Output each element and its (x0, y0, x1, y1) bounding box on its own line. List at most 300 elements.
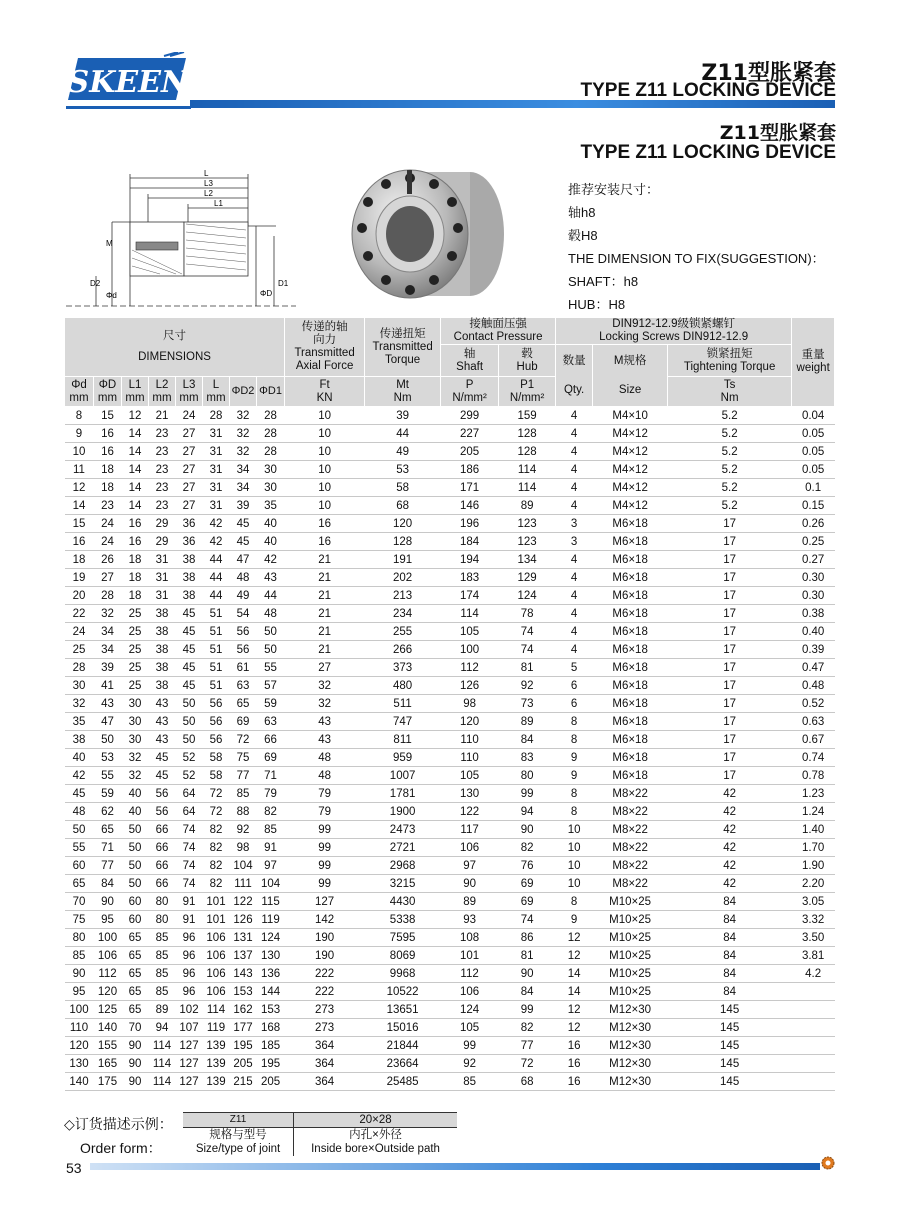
cell-D1: 50 (257, 623, 285, 641)
cell-L1: 14 (122, 425, 149, 443)
cell-p: 110 (441, 731, 499, 749)
cell-D2: 39 (230, 497, 257, 515)
cell-ft: 43 (285, 731, 365, 749)
cell-D: 18 (94, 461, 122, 479)
cell-D2: 61 (230, 659, 257, 677)
cell-D: 16 (94, 425, 122, 443)
page-number: 53 (66, 1160, 82, 1176)
cell-d: 95 (65, 983, 94, 1001)
cell-p: 85 (441, 1073, 499, 1091)
table-row (65, 605, 835, 623)
cell-L2: 23 (149, 443, 176, 461)
cell-p1: 78 (499, 605, 556, 623)
cell-p: 171 (441, 479, 499, 497)
cell-p1: 81 (499, 947, 556, 965)
cell-D1: 82 (257, 803, 285, 821)
cell-msize: M4×12 (593, 479, 668, 497)
cell-L2: 38 (149, 641, 176, 659)
cell-ts: 17 (668, 767, 792, 785)
cell-ts: 5.2 (668, 443, 792, 461)
header-mt: Mt Nm (365, 377, 441, 407)
cell-L2: 23 (149, 461, 176, 479)
cell-d: 30 (65, 677, 94, 695)
cell-D2: 153 (230, 983, 257, 1001)
cell-ts: 17 (668, 515, 792, 533)
cell-ft: 99 (285, 821, 365, 839)
cell-p: 124 (441, 1001, 499, 1019)
cell-L1: 30 (122, 713, 149, 731)
cell-D: 155 (94, 1037, 122, 1055)
cell-d: 19 (65, 569, 94, 587)
cell-mt: 2968 (365, 857, 441, 875)
cell-msize: M10×25 (593, 929, 668, 947)
cell-D1: 185 (257, 1037, 285, 1055)
cell-D1: 48 (257, 605, 285, 623)
cell-qty: 4 (556, 569, 593, 587)
cell-mt: 811 (365, 731, 441, 749)
cell-L3: 27 (176, 425, 203, 443)
cell-p1: 74 (499, 911, 556, 929)
brand-text: SKEEN (67, 65, 189, 100)
cell-D1: 205 (257, 1073, 285, 1091)
cell-ft: 10 (285, 479, 365, 497)
table-row (65, 425, 835, 443)
cell-weight: 3.81 (792, 947, 835, 965)
cell-L3: 52 (176, 749, 203, 767)
cell-mt: 44 (365, 425, 441, 443)
cell-L: 119 (203, 1019, 230, 1037)
cell-weight: 0.27 (792, 551, 835, 569)
cell-ts: 17 (668, 587, 792, 605)
dim-L2: L2 (204, 189, 213, 198)
cell-p1: 81 (499, 659, 556, 677)
cell-weight: 0.30 (792, 569, 835, 587)
cell-L3: 50 (176, 695, 203, 713)
cell-msize: M6×18 (593, 677, 668, 695)
cell-mt: 120 (365, 515, 441, 533)
cell-p1: 128 (499, 425, 556, 443)
spec-table-body (65, 407, 835, 1091)
cell-p: 89 (441, 893, 499, 911)
cell-L2: 43 (149, 695, 176, 713)
order-label-en: Order form： (80, 1140, 162, 1156)
cell-D2: 45 (230, 533, 257, 551)
dim-D1: D1 (278, 279, 289, 288)
cell-d: 60 (65, 857, 94, 875)
cell-ts: 17 (668, 551, 792, 569)
cell-ft: 43 (285, 713, 365, 731)
cell-p1: 68 (499, 1073, 556, 1091)
table-row (65, 749, 835, 767)
cell-L3: 27 (176, 479, 203, 497)
cell-L: 58 (203, 767, 230, 785)
cell-D2: 32 (230, 443, 257, 461)
header-col-L3: L3 mm (176, 377, 203, 407)
cell-D: 106 (94, 947, 122, 965)
cell-ft: 10 (285, 425, 365, 443)
cell-ft: 21 (285, 623, 365, 641)
cell-weight: 0.05 (792, 425, 835, 443)
cell-d: 140 (65, 1073, 94, 1091)
header-hub: 毂 Hub (499, 345, 556, 377)
cell-qty: 10 (556, 875, 593, 893)
cell-ts: 42 (668, 803, 792, 821)
cell-msize: M10×25 (593, 983, 668, 1001)
cell-L3: 36 (176, 515, 203, 533)
cell-weight: 0.52 (792, 695, 835, 713)
cell-d: 120 (65, 1037, 94, 1055)
cell-p: 186 (441, 461, 499, 479)
table-row (65, 785, 835, 803)
cell-qty: 8 (556, 803, 593, 821)
cell-weight: 0.67 (792, 731, 835, 749)
cell-weight (792, 1073, 835, 1091)
cell-mt: 1781 (365, 785, 441, 803)
cell-D2: 34 (230, 461, 257, 479)
cell-D: 90 (94, 893, 122, 911)
header-p: P N/mm² (441, 377, 499, 407)
cell-D: 100 (94, 929, 122, 947)
cell-p1: 84 (499, 731, 556, 749)
cell-L3: 45 (176, 659, 203, 677)
cell-ts: 5.2 (668, 479, 792, 497)
cell-msize: M6×18 (593, 551, 668, 569)
cell-L2: 38 (149, 605, 176, 623)
cell-ft: 127 (285, 893, 365, 911)
cell-D: 24 (94, 533, 122, 551)
cell-D1: 59 (257, 695, 285, 713)
cell-p: 93 (441, 911, 499, 929)
cell-weight: 4.2 (792, 965, 835, 983)
cell-ts: 5.2 (668, 425, 792, 443)
cell-weight: 0.47 (792, 659, 835, 677)
cell-msize: M8×22 (593, 839, 668, 857)
cell-mt: 4430 (365, 893, 441, 911)
cell-p1: 124 (499, 587, 556, 605)
cell-L1: 16 (122, 515, 149, 533)
cell-D1: 85 (257, 821, 285, 839)
cell-L: 51 (203, 641, 230, 659)
table-row (65, 497, 835, 515)
cell-D: 47 (94, 713, 122, 731)
cell-mt: 53 (365, 461, 441, 479)
header-contact-pressure: 接触面压强 Contact Pressure (441, 318, 556, 345)
cell-ft: 222 (285, 965, 365, 983)
cell-D: 95 (94, 911, 122, 929)
cell-weight: 0.25 (792, 533, 835, 551)
cell-msize: M12×30 (593, 1037, 668, 1055)
cell-ts: 84 (668, 983, 792, 1001)
cell-p1: 69 (499, 893, 556, 911)
cell-D1: 144 (257, 983, 285, 1001)
cell-L: 56 (203, 731, 230, 749)
cell-L: 28 (203, 407, 230, 425)
cell-ts: 145 (668, 1019, 792, 1037)
cell-ts: 84 (668, 893, 792, 911)
cell-L1: 50 (122, 857, 149, 875)
table-row (65, 857, 835, 875)
cell-mt: 234 (365, 605, 441, 623)
cell-L2: 85 (149, 929, 176, 947)
cell-mt: 128 (365, 533, 441, 551)
cell-qty: 9 (556, 767, 593, 785)
footer-bar (90, 1163, 820, 1170)
cell-ts: 42 (668, 839, 792, 857)
cell-p1: 80 (499, 767, 556, 785)
cell-msize: M6×18 (593, 659, 668, 677)
cell-D2: 75 (230, 749, 257, 767)
cell-weight: 1.90 (792, 857, 835, 875)
cell-qty: 4 (556, 605, 593, 623)
cell-p: 105 (441, 623, 499, 641)
cell-p1: 128 (499, 443, 556, 461)
cell-p1: 94 (499, 803, 556, 821)
order-example (183, 1112, 457, 1156)
table-row (65, 893, 835, 911)
cell-weight: 0.15 (792, 497, 835, 515)
table-row (65, 1055, 835, 1073)
cell-D1: 104 (257, 875, 285, 893)
cell-p: 146 (441, 497, 499, 515)
cell-d: 50 (65, 821, 94, 839)
cell-p1: 77 (499, 1037, 556, 1055)
cell-d: 18 (65, 551, 94, 569)
cell-mt: 58 (365, 479, 441, 497)
cell-D1: 35 (257, 497, 285, 515)
cell-p: 99 (441, 1037, 499, 1055)
cell-L1: 18 (122, 569, 149, 587)
cell-L3: 36 (176, 533, 203, 551)
cell-D: 140 (94, 1019, 122, 1037)
spec-table (64, 317, 835, 1091)
cell-D: 41 (94, 677, 122, 695)
table-row (65, 821, 835, 839)
cell-msize: M10×25 (593, 911, 668, 929)
table-row (65, 965, 835, 983)
cell-d: 38 (65, 731, 94, 749)
cell-qty: 4 (556, 425, 593, 443)
cell-ft: 21 (285, 641, 365, 659)
cell-p: 126 (441, 677, 499, 695)
cell-D: 16 (94, 443, 122, 461)
table-row (65, 875, 835, 893)
cell-p: 194 (441, 551, 499, 569)
cell-mt: 15016 (365, 1019, 441, 1037)
cell-msize: M4×12 (593, 461, 668, 479)
cell-ft: 10 (285, 461, 365, 479)
cell-p: 110 (441, 749, 499, 767)
cell-ft: 16 (285, 515, 365, 533)
cell-L: 56 (203, 713, 230, 731)
order-size-en: Inside bore×Outside path (311, 1143, 440, 1155)
table-row (65, 695, 835, 713)
cell-p: 205 (441, 443, 499, 461)
cell-L: 139 (203, 1073, 230, 1091)
order-code: Z11 (183, 1113, 294, 1128)
cell-D: 18 (94, 479, 122, 497)
cell-D1: 79 (257, 785, 285, 803)
cell-weight: 0.38 (792, 605, 835, 623)
header-col-L2: L2 mm (149, 377, 176, 407)
cell-weight: 0.40 (792, 623, 835, 641)
header-col-D: ΦD mm (94, 377, 122, 407)
cell-qty: 8 (556, 893, 593, 911)
cell-D1: 130 (257, 947, 285, 965)
cell-msize: M6×18 (593, 641, 668, 659)
cell-L2: 66 (149, 821, 176, 839)
cell-L3: 96 (176, 947, 203, 965)
cell-L: 31 (203, 443, 230, 461)
cell-L3: 50 (176, 713, 203, 731)
cell-D1: 91 (257, 839, 285, 857)
cell-d: 24 (65, 623, 94, 641)
cell-L2: 43 (149, 713, 176, 731)
table-row (65, 767, 835, 785)
cell-weight (792, 1001, 835, 1019)
cell-L1: 65 (122, 929, 149, 947)
cell-D: 65 (94, 821, 122, 839)
cell-D: 120 (94, 983, 122, 1001)
cell-L1: 12 (122, 407, 149, 425)
cell-d: 40 (65, 749, 94, 767)
table-row (65, 1073, 835, 1091)
cell-D: 175 (94, 1073, 122, 1091)
cell-L: 101 (203, 893, 230, 911)
cell-ft: 364 (285, 1055, 365, 1073)
cell-p1: 86 (499, 929, 556, 947)
cell-p: 105 (441, 767, 499, 785)
cell-L: 82 (203, 821, 230, 839)
cell-ts: 5.2 (668, 461, 792, 479)
cell-L2: 31 (149, 587, 176, 605)
cell-d: 65 (65, 875, 94, 893)
cell-D: 50 (94, 731, 122, 749)
cell-L1: 18 (122, 551, 149, 569)
cell-D: 43 (94, 695, 122, 713)
cell-L: 72 (203, 785, 230, 803)
cell-D: 112 (94, 965, 122, 983)
notes-hub-en: HUB：H8 (568, 297, 626, 312)
cell-D2: 47 (230, 551, 257, 569)
cell-D1: 168 (257, 1019, 285, 1037)
cell-msize: M6×18 (593, 731, 668, 749)
cell-qty: 6 (556, 677, 593, 695)
cell-mt: 202 (365, 569, 441, 587)
cell-L2: 85 (149, 983, 176, 1001)
cell-qty: 14 (556, 983, 593, 1001)
notes-title-cn: 推荐安装尺寸： (568, 182, 660, 197)
cell-ft: 48 (285, 767, 365, 785)
cell-ts: 84 (668, 929, 792, 947)
cell-p1: 82 (499, 839, 556, 857)
cell-weight: 0.63 (792, 713, 835, 731)
cell-weight: 0.26 (792, 515, 835, 533)
cell-ts: 84 (668, 965, 792, 983)
cell-L2: 23 (149, 425, 176, 443)
cell-d: 70 (65, 893, 94, 911)
table-row (65, 569, 835, 587)
cell-ts: 17 (668, 659, 792, 677)
notes-title-en: THE DIMENSION TO FIX(SUGGESTION)： (568, 251, 825, 266)
cell-D2: 162 (230, 1001, 257, 1019)
cell-L3: 127 (176, 1037, 203, 1055)
order-size: 20×28 (294, 1113, 457, 1128)
cell-L2: 38 (149, 677, 176, 695)
cell-d: 48 (65, 803, 94, 821)
cell-D2: 49 (230, 587, 257, 605)
cell-ts: 17 (668, 605, 792, 623)
cell-L1: 40 (122, 785, 149, 803)
cell-L1: 90 (122, 1055, 149, 1073)
cell-weight (792, 1019, 835, 1037)
cell-ft: 190 (285, 929, 365, 947)
header-col-L: L mm (203, 377, 230, 407)
cell-msize: M6×18 (593, 749, 668, 767)
cell-D2: 34 (230, 479, 257, 497)
cell-D2: 143 (230, 965, 257, 983)
cell-D1: 63 (257, 713, 285, 731)
cell-D2: 63 (230, 677, 257, 695)
cell-ft: 27 (285, 659, 365, 677)
cell-L1: 65 (122, 965, 149, 983)
cell-p1: 74 (499, 623, 556, 641)
cell-D2: 54 (230, 605, 257, 623)
cell-L3: 127 (176, 1055, 203, 1073)
cell-D1: 43 (257, 569, 285, 587)
cell-L1: 14 (122, 461, 149, 479)
cell-p1: 90 (499, 821, 556, 839)
cell-D2: 122 (230, 893, 257, 911)
cell-qty: 10 (556, 857, 593, 875)
header-dimensions: 尺寸 DIMENSIONS (65, 318, 285, 377)
cell-D: 55 (94, 767, 122, 785)
cell-msize: M10×25 (593, 965, 668, 983)
cell-ts: 42 (668, 821, 792, 839)
cell-ts: 17 (668, 569, 792, 587)
cell-qty: 4 (556, 551, 593, 569)
cell-qty: 8 (556, 731, 593, 749)
cell-L1: 25 (122, 641, 149, 659)
cell-L2: 56 (149, 785, 176, 803)
notes-hub-cn: 毂H8 (568, 228, 598, 243)
cell-p1: 134 (499, 551, 556, 569)
cell-d: 22 (65, 605, 94, 623)
cell-msize: M12×30 (593, 1055, 668, 1073)
cell-L1: 14 (122, 497, 149, 515)
cell-p: 184 (441, 533, 499, 551)
table-row (65, 983, 835, 1001)
cell-D: 24 (94, 515, 122, 533)
cell-weight: 2.20 (792, 875, 835, 893)
cell-D1: 30 (257, 461, 285, 479)
cell-mt: 5338 (365, 911, 441, 929)
table-row (65, 731, 835, 749)
cell-L: 42 (203, 533, 230, 551)
cell-L1: 50 (122, 821, 149, 839)
cell-D2: 88 (230, 803, 257, 821)
cell-d: 90 (65, 965, 94, 983)
cell-msize: M12×30 (593, 1073, 668, 1091)
cell-weight: 0.78 (792, 767, 835, 785)
cell-p: 174 (441, 587, 499, 605)
cell-mt: 255 (365, 623, 441, 641)
cell-ft: 79 (285, 785, 365, 803)
table-row (65, 1037, 835, 1055)
cell-d: 80 (65, 929, 94, 947)
cell-d: 10 (65, 443, 94, 461)
cell-p: 97 (441, 857, 499, 875)
cell-mt: 959 (365, 749, 441, 767)
